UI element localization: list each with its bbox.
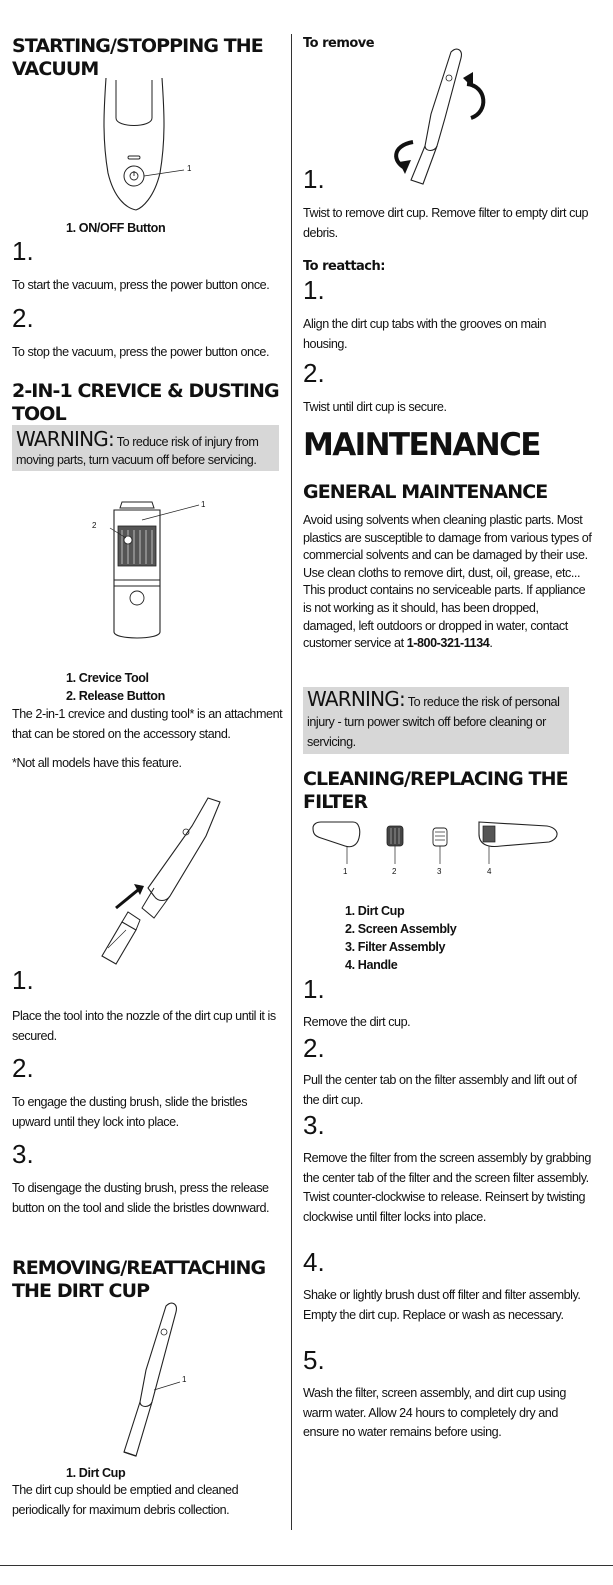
reattach-step2-text: Twist until dirt cup is secure. — [303, 400, 447, 414]
tool-step1-text: Place the tool into the nozzle of the dirt cup until it is secured. — [12, 1009, 276, 1043]
general-text-end: . — [489, 636, 493, 651]
tool-caption-2: 2. Release Button — [66, 689, 165, 703]
reattach-step1-number: 1. — [303, 275, 325, 305]
part-item-4: 4. Handle — [345, 958, 398, 972]
tool-callout-2: 2 — [92, 521, 97, 530]
cup-description: The dirt cup should be emptied and cleaned periodically for maximum debris collection. — [12, 1483, 239, 1517]
cup-callout: 1 — [182, 1375, 187, 1384]
tool-step2-number: 2. — [12, 1053, 34, 1083]
filter-step4-number: 4. — [303, 1247, 325, 1277]
part-item-3: 3. Filter Assembly — [345, 940, 446, 954]
tool-caption-1: 1. Crevice Tool — [66, 671, 149, 685]
general-maintenance-heading: GENERAL MAINTENANCE — [303, 481, 548, 503]
general-text-body: Avoid using solvents when cleaning plastic parts. Most plastics are susceptible to damage from various types of commercial solvents and can be damaged by their use. Use clean cloths to remove dirt, dust, oil, grease, etc... This product contains no serviceable parts. If appliance is not working as it should, has been dropped, damaged, left outdoors or dropped in water, contact customer service at — [303, 513, 592, 651]
tool-callout-1: 1 — [201, 500, 206, 509]
warning-label: WARNING: — [16, 427, 114, 451]
attach-tool-figure — [88, 796, 228, 966]
filter-step4-text: Shake or lightly brush dust off filter and filter assembly. Empty the dirt cup. Replace or wash as necessary. — [303, 1288, 581, 1322]
tool-description: The 2-in-1 crevice and dusting tool* is an attachment that can be stored on the accessory stand. — [12, 707, 283, 741]
tool-note: *Not all models have this feature. — [12, 756, 182, 770]
filter-step1-number: 1. — [303, 974, 325, 1004]
part-item-2: 2. Screen Assembly — [345, 922, 457, 936]
stop-step-text: To stop the vacuum, press the power button once. — [12, 345, 270, 359]
bottom-rule — [0, 1565, 613, 1566]
filter-step1-text: Remove the dirt cup. — [303, 1015, 411, 1029]
warning-text: To reduce risk of injury from moving parts, turn vacuum off before servicing. — [16, 435, 259, 467]
warning-label: WARNING: — [307, 687, 405, 711]
filter-step5-number: 5. — [303, 1345, 325, 1375]
tool-step2-text: To engage the dusting brush, slide the bristles upward until they lock into place. — [12, 1095, 248, 1129]
tool-step1-number: 1. — [12, 965, 34, 995]
cup-caption: 1. Dirt Cup — [66, 1466, 126, 1480]
onoff-callout: 1 — [187, 164, 192, 173]
warning-box-2 — [303, 687, 569, 754]
parts-callout-2: 2 — [392, 867, 397, 876]
reattach-step1-text: Align the dirt cup tabs with the grooves on main housing. — [303, 317, 547, 351]
filter-heading: CLEANING/REPLACING THE FILTER — [303, 768, 568, 813]
remove-step-text: Twist to remove dirt cup. Remove filter to empty dirt cup debris. — [303, 206, 589, 240]
tool-step3-text: To disengage the dusting brush, press the release button on the tool and slide the bristles downward. — [12, 1181, 270, 1215]
filter-step2-number: 2. — [303, 1033, 325, 1063]
crevice-tool-figure — [102, 500, 222, 650]
parts-callout-3: 3 — [437, 867, 442, 876]
filter-step2-text: Pull the center tab on the filter assembly and lift out of the dirt cup. — [303, 1073, 577, 1107]
parts-callout-1: 1 — [343, 867, 348, 876]
to-reattach-heading: To reattach: — [303, 259, 385, 274]
removing-heading: REMOVING/REATTACHING THE DIRT CUP — [12, 1257, 266, 1302]
to-remove-heading: To remove — [303, 36, 375, 51]
warning-box-1 — [12, 425, 279, 471]
reattach-step2-number: 2. — [303, 358, 325, 388]
twist-remove-figure — [387, 46, 497, 186]
filter-step3-number: 3. — [303, 1110, 325, 1140]
stop-step-number: 2. — [12, 303, 34, 333]
warning-text: To reduce the risk of personal injury - turn power switch off before cleaning or servicing. — [307, 695, 560, 749]
phone-number: 1-800-321-1134 — [406, 636, 490, 651]
parts-callout-4: 4 — [487, 867, 492, 876]
remove-step-number: 1. — [303, 164, 325, 194]
crevice-heading: 2-IN-1 CREVICE & DUSTING TOOL — [12, 380, 279, 425]
filter-step5-text: Wash the filter, screen assembly, and dirt cup using warm water. Allow 24 hours to completely dry and ensure no water remains before using. — [303, 1386, 566, 1439]
vacuum-onoff-figure — [98, 78, 208, 213]
filter-step3-text: Remove the filter from the screen assembly by grabbing the center tab of the filter and the screen filter assembly. Twist counter-clockwise to release. Reinsert by twisting clockwise until filter locks into place. — [303, 1151, 591, 1224]
onoff-caption: 1. ON/OFF Button — [66, 221, 166, 235]
start-step-text: To start the vacuum, press the power button once. — [12, 278, 270, 292]
tool-step3-number: 3. — [12, 1139, 34, 1169]
maintenance-heading: MAINTENANCE — [303, 427, 540, 463]
starting-heading: STARTING/STOPPING THE VACUUM — [12, 35, 263, 80]
start-step-number: 1. — [12, 236, 34, 266]
part-item-1: 1. Dirt Cup — [345, 904, 405, 918]
column-divider — [291, 34, 292, 1530]
general-maintenance-text — [303, 512, 593, 653]
